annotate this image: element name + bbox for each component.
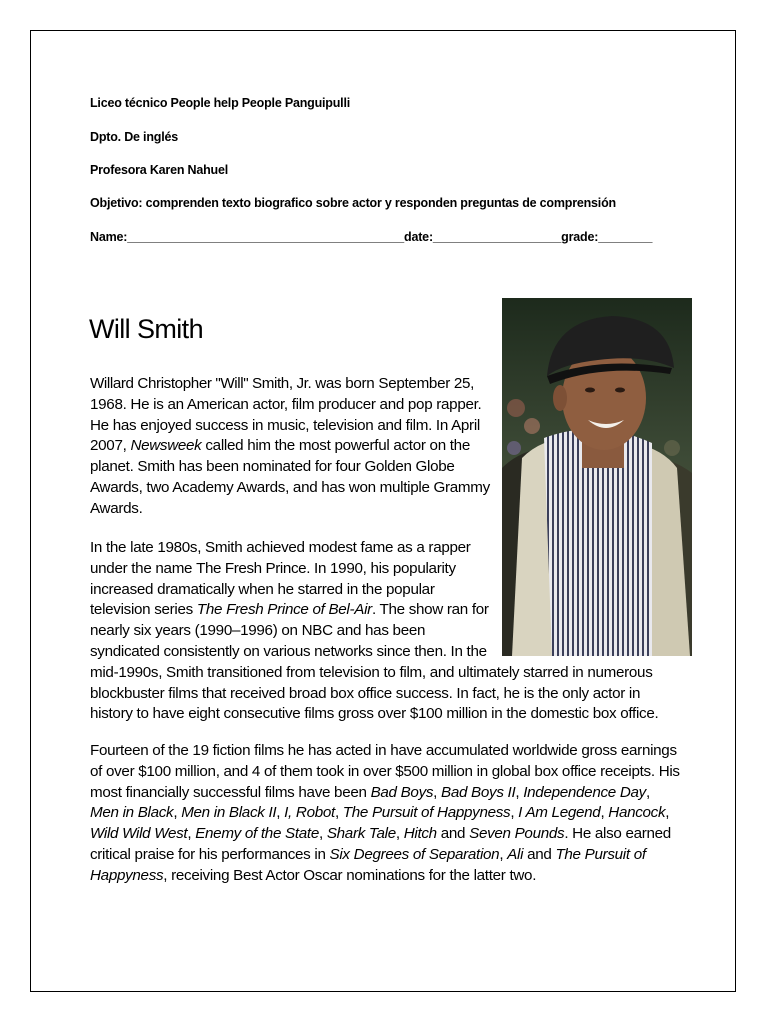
school-name: Liceo técnico People help People Panguipulli bbox=[90, 96, 350, 110]
objective: Objetivo: comprenden texto biografico sobre actor y responden preguntas de comprensión bbox=[90, 196, 616, 210]
full-name: Willard Christopher "Will" Smith, Jr. bbox=[90, 375, 312, 392]
paragraph-films: Fourteen of the 19 fiction films he has acted in have accumulated worldwide gross earnings of over $100 million, and 4 of them took in over $500 million in global box office receipts. His most financially successful films have been Bad Boys, Bad Boys II, Independence Day, Men in Black, Men in Black II, I, Robot, The Pursuit of Happyness, I Am Legend, Hancock, Wild Wild West, Enemy of the State, Shark Tale, Hitch and Seven Pounds. He also earned critical praise for his performances in Six Degrees of Separation, Ali and The Pursuit of Happyness, receiving Best Actor Oscar nominations for the latter two. bbox=[90, 742, 680, 884]
paragraph-career-early: In the late 1980s, Smith achieved modest fame as a rapper under the name The Fresh Prince. In 1990, his popularity increased dramatically when he starred in the popular television series The Fresh Prince of Bel-Air. The show ran for nearly six years (1990–1996) on NBC and has been syndicated consistently on various networks since then. In the mid-1990s, Smith transitioned from television to film, and ultimately starred in numerous blockbuster films that received broad box office success. In fact, he is the only actor in history to have eight consecutive films gross over $100 million in the domestic box office. bbox=[90, 539, 659, 723]
show-title: The Fresh Prince of Bel-Air bbox=[196, 601, 372, 619]
paragraph-biography: Willard Christopher "Will" Smith, Jr. was born September 25, 1968. He is an American actor, film producer and pop rapper. He has enjoyed success in music, television and film. In April 2007, Newsweek called him the most powerful actor on the planet. Smith has been nominated for four Golden Globe Awards, two Academy Awards, and has won multiple Grammy Awards. bbox=[90, 375, 490, 517]
teacher-name: Profesora Karen Nahuel bbox=[90, 163, 229, 177]
name-date-grade-line: Name:_________________________________________date:___________________grade:________ bbox=[90, 230, 653, 244]
department: Dpto. De inglés bbox=[90, 130, 178, 144]
fresh-prince-name: The Fresh Prince bbox=[196, 559, 307, 577]
newsweek-title: Newsweek bbox=[130, 437, 202, 455]
page-title: Will Smith bbox=[89, 314, 203, 344]
